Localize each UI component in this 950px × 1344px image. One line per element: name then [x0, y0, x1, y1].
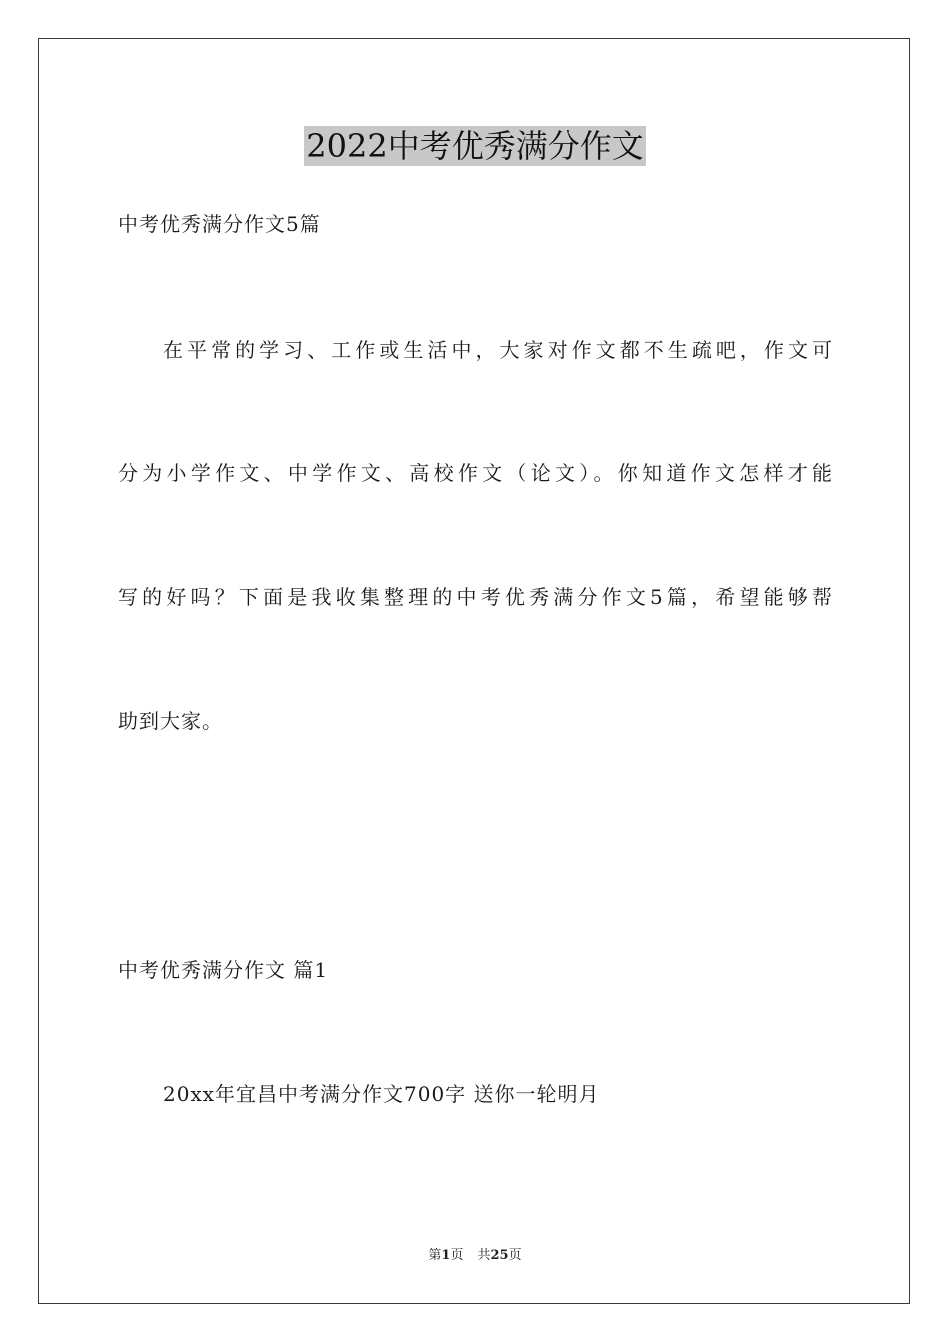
- page-suffix: 页: [450, 1248, 464, 1263]
- section-first-line: 20xx年宜昌中考满分作文700字 送你一轮明月: [163, 1082, 600, 1106]
- page-number: 1: [441, 1248, 451, 1263]
- intro-line-4: 助到大家。: [118, 709, 223, 733]
- total-suffix: 页: [508, 1248, 522, 1263]
- page-prefix: 第: [428, 1248, 442, 1263]
- title-container: [0, 126, 950, 166]
- total-prefix: 共: [477, 1248, 491, 1263]
- intro-line-1: 在平常的学习、工作或生活中，大家对作文都不生疏吧，作文可: [163, 338, 832, 362]
- intro-line-3: 写的好吗？下面是我收集整理的中考优秀满分作文5篇，希望能够帮: [118, 585, 832, 609]
- intro-line-2: 分为小学作文、中学作文、高校作文（论文）。你知道作文怎样才能: [118, 461, 832, 485]
- section-heading: 中考优秀满分作文 篇1: [118, 958, 329, 982]
- document-title: 2022中考优秀满分作文: [306, 127, 644, 165]
- document-subtitle: 中考优秀满分作文5篇: [118, 212, 321, 236]
- page-footer: [0, 1247, 950, 1265]
- total-pages: 25: [490, 1248, 509, 1263]
